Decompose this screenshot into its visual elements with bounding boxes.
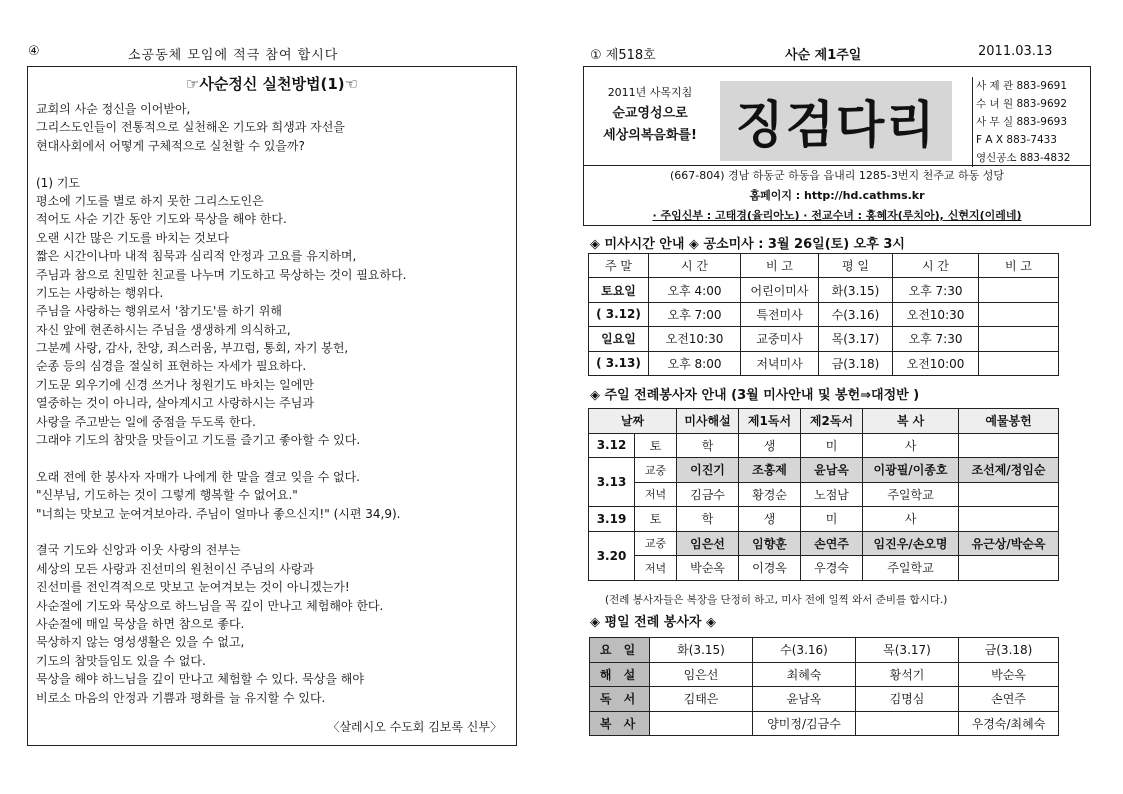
pastoral-line-1: 2011년 사목지침 xyxy=(607,86,693,99)
essay-title: ☞사순정신 실천방법(1)☜ xyxy=(185,75,359,93)
mass-time: 오후 4:00 xyxy=(649,278,741,302)
roster-cell: 조선제/정임순 xyxy=(959,458,1059,483)
table-row xyxy=(589,482,1059,507)
essay-line: 순종 등의 심경을 절실히 표현하는 자세가 필요하다. xyxy=(36,359,307,374)
mass-day: ( 3.12) xyxy=(589,302,649,326)
roster-cell xyxy=(959,482,1059,507)
masthead-footer xyxy=(584,165,1090,226)
essay-line: 교회의 사순 정신을 이어받아, xyxy=(36,102,191,116)
phone-line: F A X 883-7433 xyxy=(976,134,1057,146)
essay-body xyxy=(36,100,512,707)
phone-line: 사 무 실 883-9693 xyxy=(976,116,1067,128)
pastoral-guideline xyxy=(590,83,710,147)
weekday-day: 금(3.18) xyxy=(819,351,893,375)
weekday-cell: 윤남옥 xyxy=(753,687,856,712)
mass-note: 특전미사 xyxy=(741,302,819,326)
weekday-cell: 김태은 xyxy=(650,687,753,712)
weekday-day: 목(3.17) xyxy=(819,327,893,351)
col-header: 평 일 xyxy=(819,254,893,278)
roster-merged: 미 xyxy=(801,507,863,532)
weekday-note xyxy=(979,302,1059,326)
essay-line: 오래 전에 한 봉사자 자매가 나에게 한 말을 결코 잊을 수 없다. xyxy=(36,469,360,484)
weekday-cell: 최혜숙 xyxy=(753,662,856,687)
essay-line: 묵상을 해야 하느님을 깊이 만나고 체험할 수 있다. 묵상을 해야 xyxy=(36,672,364,687)
roster-cell: 조홍제 xyxy=(739,458,801,483)
col-header: 비 고 xyxy=(741,254,819,278)
essay-line: 결국 기도와 신앙과 이웃 사랑의 전부는 xyxy=(36,543,241,558)
roster-mass-label: 저녁 xyxy=(635,556,677,581)
mass-day: 일요일 xyxy=(589,327,649,351)
table-row xyxy=(589,507,1059,532)
col-header: 비 고 xyxy=(979,254,1059,278)
contact-phones xyxy=(972,77,1090,167)
table-row xyxy=(589,278,1059,302)
essay-line: 기도의 참맛들임도 있을 수 없다. xyxy=(36,653,206,668)
row-label: 독 서 xyxy=(590,687,650,712)
mass-note: 저녁미사 xyxy=(741,351,819,375)
table-row xyxy=(589,458,1059,483)
table-row xyxy=(589,433,1059,458)
roster-cell: 임향훈 xyxy=(739,531,801,556)
essay-line: 그래야 기도의 참맛을 맛들이고 기도를 즐기고 좋아할 수 있다. xyxy=(36,433,361,448)
left-page-header: 소공동체 모임에 적극 참여 합시다 xyxy=(128,48,339,63)
essay-line: 자신 앞에 현존하시는 주님을 생생하게 의식하고, xyxy=(36,322,291,337)
col-header: 요 일 xyxy=(590,638,650,663)
phone-line: 영신공소 883-4832 xyxy=(976,152,1071,164)
col-header: 복 사 xyxy=(863,409,959,434)
roster-merged: 학 xyxy=(677,433,739,458)
weekday-cell: 임은선 xyxy=(650,662,753,687)
mass-note: 어린이미사 xyxy=(741,278,819,302)
weekday-cell: 손연주 xyxy=(959,687,1059,712)
roster-cell: 우경숙 xyxy=(801,556,863,581)
mass-note: 교중미사 xyxy=(741,327,819,351)
col-header: 날짜 xyxy=(589,409,677,434)
newsletter-logo: 징검다리 xyxy=(720,81,952,161)
weekday-note xyxy=(979,278,1059,302)
table-row xyxy=(589,327,1059,351)
weekday-note xyxy=(979,351,1059,375)
roster-merged: 학 xyxy=(677,507,739,532)
col-header: 시 간 xyxy=(649,254,741,278)
table-header-row xyxy=(589,409,1059,434)
roster-cell: 윤남옥 xyxy=(801,458,863,483)
essay-line: 현대사회에서 어떻게 구체적으로 실천할 수 있을까? xyxy=(36,138,305,153)
essay-line xyxy=(36,155,512,173)
mass-day: ( 3.13) xyxy=(589,351,649,375)
roster-cell: 주일학교 xyxy=(863,482,959,507)
table-row xyxy=(589,556,1059,581)
essay-box xyxy=(27,66,517,746)
roster-merged: 생 xyxy=(739,507,801,532)
roster-cell: 손연주 xyxy=(801,531,863,556)
sunday-roster-table xyxy=(588,408,1059,581)
roster-dow: 토 xyxy=(635,507,677,532)
roster-cell xyxy=(959,556,1059,581)
roster-cell: 임은선 xyxy=(677,531,739,556)
roster-merged: 생 xyxy=(739,433,801,458)
essay-line: (1) 기도 xyxy=(36,175,80,190)
essay-line: 기도는 사랑하는 행위다. xyxy=(36,285,164,300)
col-header: 수(3.16) xyxy=(753,638,856,663)
weekday-time: 오전10:30 xyxy=(893,302,979,326)
col-header: 목(3.17) xyxy=(856,638,959,663)
roster-cell: 이경옥 xyxy=(739,556,801,581)
table-row xyxy=(589,302,1059,326)
roster-date: 3.12 xyxy=(589,433,635,458)
col-header: 제1독서 xyxy=(739,409,801,434)
roster-cell: 주일학교 xyxy=(863,556,959,581)
essay-line: 사순절에 매일 묵상을 하면 참으로 좋다. xyxy=(36,616,245,631)
right-page-title: 사순 제1주일 xyxy=(785,48,862,63)
row-label: 해 설 xyxy=(590,662,650,687)
weekday-cell: 박순옥 xyxy=(959,662,1059,687)
essay-line: 짧은 시간이나마 내적 침묵과 심리적 안정과 고요를 유지하며, xyxy=(36,249,357,264)
phone-line: 사 제 관 883-9691 xyxy=(976,80,1067,92)
weekday-cell: 우경숙/최혜숙 xyxy=(959,711,1059,736)
weekday-day: 수(3.16) xyxy=(819,302,893,326)
essay-line: 사순절에 기도와 묵상으로 하느님을 꼭 깊이 만나고 체험해야 한다. xyxy=(36,598,384,613)
pastoral-line-3: 세상의복음화를! xyxy=(603,128,697,143)
essay-line: 기도문 외우기에 신경 쓰거나 청원기도 바치는 일에만 xyxy=(36,377,314,392)
roster-empty xyxy=(959,507,1059,532)
col-header: 화(3.15) xyxy=(650,638,753,663)
table-row xyxy=(590,662,1059,687)
roster-empty xyxy=(959,433,1059,458)
roster-cell: 황경순 xyxy=(739,482,801,507)
mass-schedule-table xyxy=(588,253,1059,376)
homepage-link[interactable]: 홈페이지 : http://hd.cathms.kr xyxy=(749,189,925,202)
col-header: 시 간 xyxy=(893,254,979,278)
essay-line: 세상의 모든 사랑과 진선미의 원천이신 주님의 사랑과 xyxy=(36,561,314,576)
essay-line: 평소에 기도를 별로 하지 못한 그리스도인은 xyxy=(36,193,264,208)
weekday-roster-table xyxy=(589,637,1059,736)
weekday-day: 화(3.15) xyxy=(819,278,893,302)
table-header-row xyxy=(589,254,1059,278)
phone-line: 수 녀 원 883-9692 xyxy=(976,98,1067,110)
mass-section-title: ◈ 미사시간 안내 ◈ 공소미사 : 3월 26일(토) 오후 3시 xyxy=(590,237,905,252)
roster-date: 3.13 xyxy=(589,458,635,507)
essay-line: 그분께 사랑, 감사, 찬양, 죄스러움, 부끄럼, 통회, 자기 봉헌, xyxy=(36,341,349,356)
row-label: 복 사 xyxy=(590,711,650,736)
table-row xyxy=(589,351,1059,375)
essay-line: 적어도 사순 기간 동안 기도와 묵상을 해야 한다. xyxy=(36,212,287,227)
roster-cell: 노점남 xyxy=(801,482,863,507)
roster-cell: 유근상/박순옥 xyxy=(959,531,1059,556)
weekday-time: 오전10:00 xyxy=(893,351,979,375)
weekday-time: 오후 7:30 xyxy=(893,327,979,351)
essay-line: 진선미를 전인격적으로 맛보고 눈여겨보는 것이 아니겠는가! xyxy=(36,580,350,595)
weekday-section-title: ◈ 평일 전례 봉사자 ◈ xyxy=(590,615,717,630)
weekday-cell xyxy=(650,711,753,736)
roster-merged: 사 xyxy=(863,433,959,458)
essay-line: 사랑을 주고받는 일에 중점을 두도록 한다. xyxy=(36,414,256,429)
mass-day: 토요일 xyxy=(589,278,649,302)
col-header: 금(3.18) xyxy=(959,638,1059,663)
roster-cell: 임진우/손오명 xyxy=(863,531,959,556)
roster-cell: 김금수 xyxy=(677,482,739,507)
roster-cell: 이광필/이종호 xyxy=(863,458,959,483)
essay-line xyxy=(36,449,512,467)
table-row xyxy=(590,711,1059,736)
essay-line: 그리스도인들이 전통적으로 실천해온 기도와 희생과 자선을 xyxy=(36,120,345,135)
essay-line: 주님을 사랑하는 행위로서 '참기도'를 하기 위해 xyxy=(36,304,282,319)
table-row xyxy=(589,531,1059,556)
col-header: 예물봉헌 xyxy=(959,409,1059,434)
mass-time: 오전10:30 xyxy=(649,327,741,351)
issue-date: 2011.03.13 xyxy=(978,44,1053,59)
left-page-number: ④ xyxy=(28,44,40,59)
roster-dow: 토 xyxy=(635,433,677,458)
roster-note: (전례 봉사자들은 복장을 단정히 하고, 미사 전에 일찍 와서 준비를 합시다.) xyxy=(605,594,948,606)
roster-mass-label: 교중 xyxy=(635,531,677,556)
weekday-note xyxy=(979,327,1059,351)
essay-line xyxy=(36,523,512,541)
mass-time: 오후 7:00 xyxy=(649,302,741,326)
essay-line: "신부님, 기도하는 것이 그렇게 행복할 수 없어요." xyxy=(36,488,298,503)
essay-line: 비로소 마음의 안정과 기쁨과 평화를 늘 유지할 수 있다. xyxy=(36,690,326,705)
roster-section-title: ◈ 주일 전례봉사자 안내 (3월 미사안내 및 봉헌⇒대정반 ) xyxy=(590,388,920,403)
roster-date: 3.20 xyxy=(589,531,635,580)
col-header: 미사해설 xyxy=(677,409,739,434)
roster-merged: 사 xyxy=(863,507,959,532)
church-address: (667-804) 경남 하동군 하동읍 읍내리 1285-3번지 천주교 하동 성당 xyxy=(670,169,1004,182)
table-row xyxy=(590,687,1059,712)
left-page xyxy=(0,0,540,794)
pastoral-line-2: 순교영성으로 xyxy=(612,106,688,121)
essay-line: 오랜 시간 많은 기도를 바치는 것보다 xyxy=(36,230,229,245)
essay-line: 묵상하지 않는 영성생활은 있을 수 없고, xyxy=(36,635,245,650)
roster-cell: 이진기 xyxy=(677,458,739,483)
essay-signature: 〈살레시오 수도회 김보록 신부〉 xyxy=(327,720,502,734)
right-page-number: ① 제518호 xyxy=(590,48,656,63)
col-header: 주 말 xyxy=(589,254,649,278)
essay-line: 주님과 참으로 친밀한 친교를 나누며 기도하고 묵상하는 것이 필요하다. xyxy=(36,267,407,282)
roster-date: 3.19 xyxy=(589,507,635,532)
table-header-row xyxy=(590,638,1059,663)
essay-line: "너희는 맛보고 눈여겨보아라. 주님이 얼마나 좋으신지!" (시편 34,9). xyxy=(36,506,401,521)
essay-line: 열중하는 것이 아니라, 살아계시고 사랑하시는 주님과 xyxy=(36,396,314,411)
mass-time: 오후 8:00 xyxy=(649,351,741,375)
roster-merged: 미 xyxy=(801,433,863,458)
weekday-cell: 김명심 xyxy=(856,687,959,712)
masthead xyxy=(583,66,1091,226)
weekday-cell: 황석기 xyxy=(856,662,959,687)
roster-cell: 박순옥 xyxy=(677,556,739,581)
roster-mass-label: 교중 xyxy=(635,458,677,483)
col-header: 제2독서 xyxy=(801,409,863,434)
staff-line: · 주임신부 : 고태경(율리아노) · 전교수녀 : 홍혜자(루치아), 신현지(이레네) xyxy=(652,209,1022,222)
weekday-cell: 양미정/김금수 xyxy=(753,711,856,736)
weekday-time: 오후 7:30 xyxy=(893,278,979,302)
weekday-cell xyxy=(856,711,959,736)
roster-mass-label: 저녁 xyxy=(635,482,677,507)
